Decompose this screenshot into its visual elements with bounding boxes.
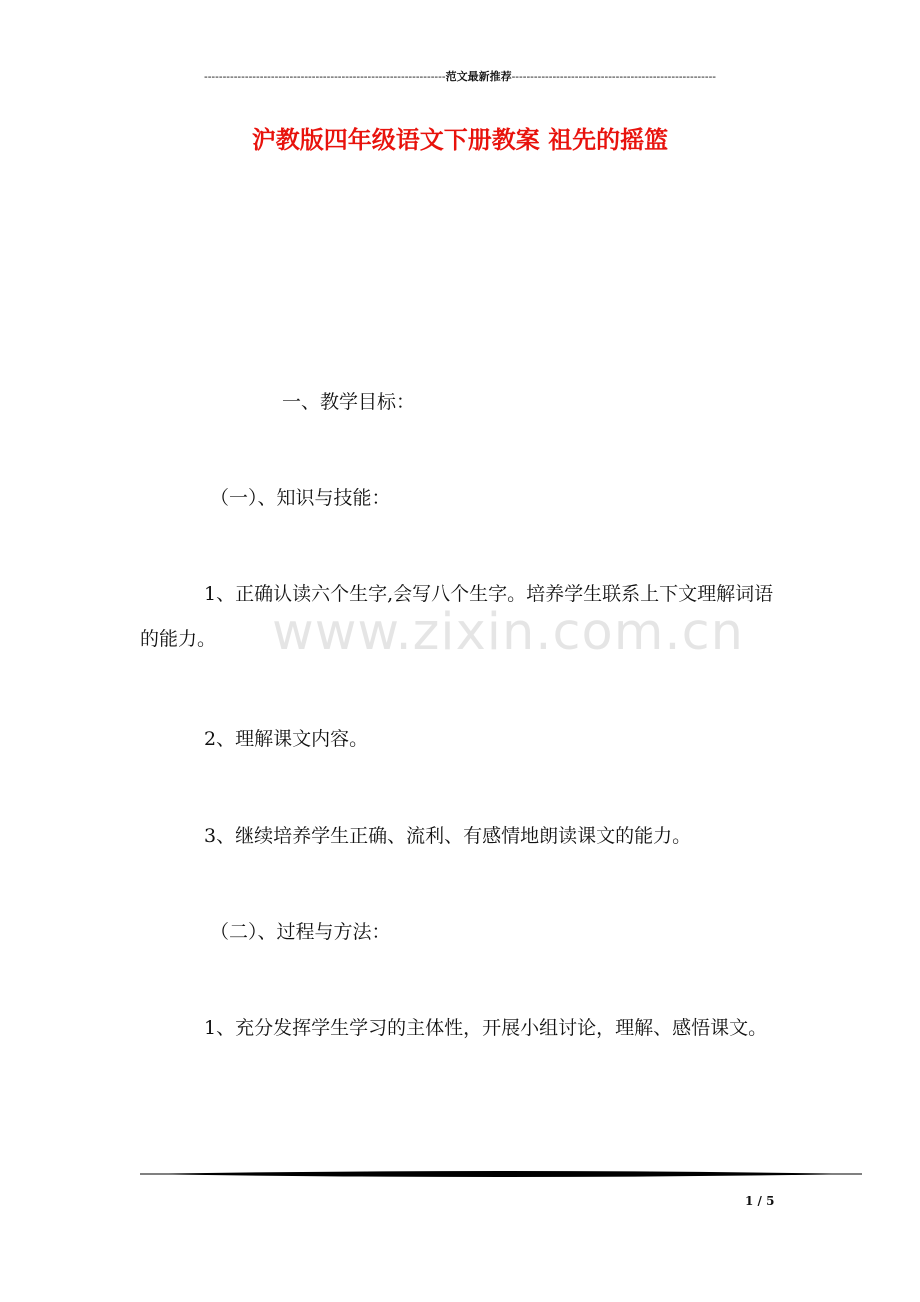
- watermark: www.zixin.com.cn: [272, 603, 744, 662]
- header-dashes-left: -----------------------------------------------------------------: [203, 70, 446, 83]
- subsection-heading-process: （二）、过程与方法：: [210, 921, 391, 943]
- header-dashes-right: -------------------------------------------------------: [511, 70, 717, 83]
- paragraph-item-1: 1、正确认读六个生字,会写八个生字。培养学生联系上下文理解词语的能力。: [140, 583, 774, 650]
- paragraph-item-2: 2、理解课文内容。: [204, 728, 369, 750]
- document-title: 沪教版四年级语文下册教案 祖先的摇篮: [251, 125, 669, 154]
- paragraph-item-3: 3、继续培养学生正确、流利、有感情地朗读课文的能力。: [204, 825, 692, 847]
- page-number: 1 / 5: [745, 1194, 775, 1208]
- page-header: [140, 68, 780, 86]
- header-label: 范文最新推荐: [445, 70, 512, 83]
- subsection-heading-knowledge: （一）、知识与技能：: [210, 487, 391, 509]
- footer-divider: [140, 1168, 862, 1180]
- section-heading-objectives: 一、教学目标：: [282, 391, 416, 413]
- paragraph-item-4: 1、充分发挥学生学习的主体性，开展小组讨论，理解、感悟课文。: [204, 1017, 768, 1039]
